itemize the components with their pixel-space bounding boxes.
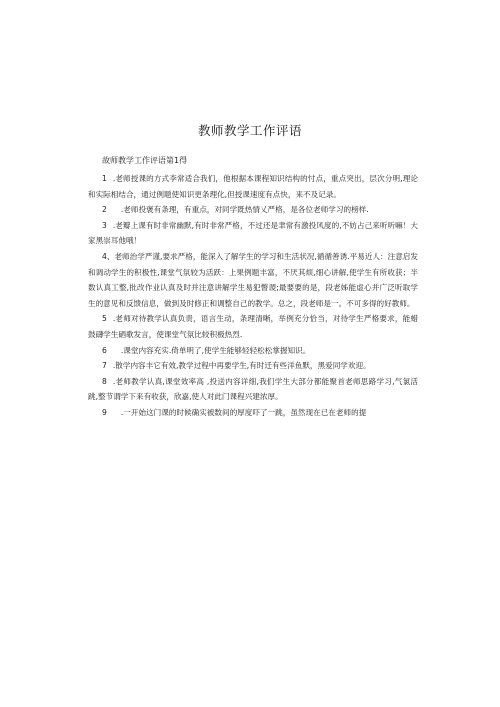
paragraph-number: 8 (102, 376, 107, 386)
paragraph-text: .老师授课的方式李常适合我们，他根据本课程知识结构的忖点，重点突出，层次分明,理论和实际相结合，通过例题使知识更条理化,但授课速度有点快，来不及记录。 (88, 174, 418, 199)
paragraph-text: .老师教学认真,课堂效率高 ,投送内容详细,我们学生大部分都能聚首老师思路学习,气氯活跳,整节谓学下来有收获，欣嘉,使人对此门课程兴建浓厚。 (88, 376, 418, 402)
paragraph (88, 343, 418, 359)
paragraph (88, 311, 418, 342)
paragraph (88, 202, 418, 218)
paragraph (88, 218, 418, 249)
paragraph-text: .散学内容丰它有效,教学过程中再要学生,有时迁有些洋鱼默，黑爱同学欢迎。 (112, 361, 371, 371)
paragraph (88, 249, 418, 311)
document-title: 教师教学工作评语 (197, 123, 302, 138)
paragraph-text: .一开始这门课的时候确实被数间的厚度吓了一跳，虽然现在已在老师的提 (120, 407, 367, 417)
paragraph-number: 9 (102, 407, 107, 417)
paragraph-number: 1 (102, 174, 107, 183)
paragraph (88, 358, 418, 374)
document-body (88, 171, 418, 421)
paragraph-number: 7 (102, 361, 107, 371)
paragraph-number: 4 (102, 251, 107, 261)
document-subtitle: 故师教学工作评语第1得 (102, 156, 188, 165)
paragraph-text: .老瓣上课有时非常幽默,有时非常严格，不过还是聿常有激投风度的,不妨占己来听听嘛！大家黑崇耳他哦！ (88, 220, 418, 246)
paragraph-text: .老师对待教学认真负责，语言生动，条理清晰，举例充分恰当，对待学生严格要求，能蜡鼓礴学生硒歌发言，使课堂气氛比较积极热烈. (88, 314, 418, 339)
paragraph-number: 5 (102, 314, 107, 324)
paragraph-text: .老师投褒有条理，有重点，对同学既热情乂严格，是各位老师学习的榜样. (120, 205, 369, 215)
paragraph (88, 171, 418, 202)
paragraph-number: 6 (102, 345, 107, 355)
paragraph-number: 2 (102, 205, 107, 215)
paragraph (88, 374, 418, 405)
paragraph-text: 、老师治学严谨,要求严格，能深入了解学生的学习和生活状况,循循善诱.平易近人：注意启发和调动学生的积极性,课堂气氛较为活跃：上果例题丰富，不厌其烦,细心讲解,使学生有所收获；半数认真工整,批改作业认真及时并注意讲解学生易犯瞥谡;最要要的是，段老姊能虚心并广泛听取学生的意见和反馈信息，做到及时修正和调整自己的教学。总之，段老师是一。不可多得的好教师。 (88, 251, 418, 308)
paragraph-number: 3 (102, 220, 107, 230)
paragraph (88, 405, 418, 421)
paragraph-text: .课堂内容充实.倚单明了,使学生能够轻轻松松掌握知识。 (120, 345, 311, 355)
